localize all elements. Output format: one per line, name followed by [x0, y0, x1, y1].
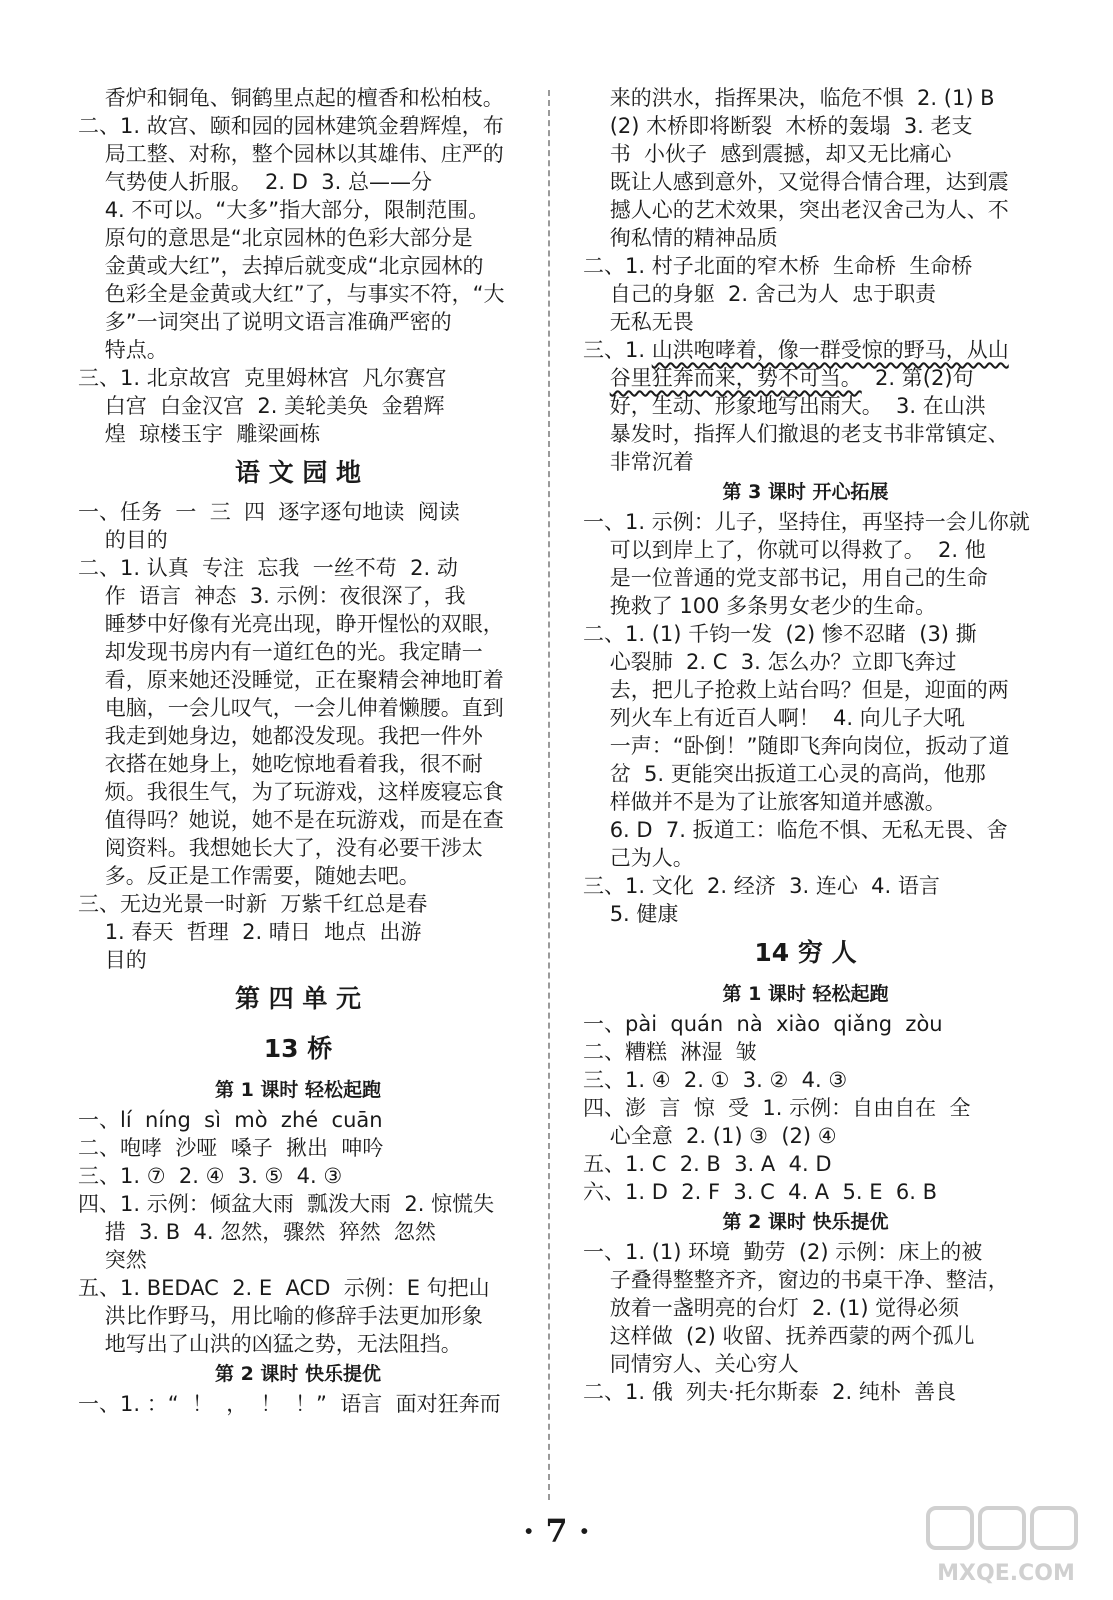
lesson-subtitle: 第 2 课时 快乐提优 — [722, 1211, 889, 1233]
answer-line: 值得吗？她说，她不是在玩游戏，而是在查 — [78, 808, 504, 832]
answer-line: 一、任务 一 三 四 逐字逐句地读 阅读 — [78, 500, 460, 524]
answer-line: 局工整、对称，整个园林以其雄伟、庄严的 — [78, 142, 504, 166]
answer-line: 突然 — [78, 1248, 147, 1272]
section-title: 语 文 园 地 — [234, 458, 362, 487]
answer-line: 这样做 (2) 收留、抚养西蒙的两个孤儿 — [583, 1324, 975, 1348]
answer-line: 心全意 2. (1) ③ (2) ④ — [583, 1124, 837, 1148]
answer-line: 四、澎 言 惊 受 1. 示例：自由自在 全 — [583, 1096, 971, 1120]
answer-line: 电脑，一会儿叹气，一会儿伸着懒腰。直到 — [78, 696, 504, 720]
answer-line: 特点。 — [78, 338, 168, 362]
answer-suffix: 2. 第(2)句 — [861, 366, 974, 390]
section-title: 14 穷 人 — [754, 938, 857, 967]
answer-line: 列火车上有近百人啊！ 4. 向儿子大吼 — [583, 706, 965, 730]
page-number: · 7 · — [523, 1512, 590, 1550]
wavy-underlined-text: 谷里狂奔而来，势不可当。 — [609, 366, 862, 390]
answer-line: 同情穷人、关心穷人 — [583, 1352, 799, 1376]
svg-text:MXQE.COM: MXQE.COM — [937, 1561, 1075, 1586]
answer-line: 作 语言 神态 3. 示例：夜很深了，我 — [78, 584, 466, 608]
answer-line: 四、1. 示例：倾盆大雨 瓢泼大雨 2. 惊慌失 — [78, 1192, 495, 1216]
answer-line: 三、1. ④ 2. ① 3. ② 4. ③ — [583, 1068, 848, 1092]
answer-line: 三、1. 北京故宫 克里姆林宫 凡尔赛宫 — [78, 366, 447, 390]
wavy-underlined-text: 山洪咆哮着，像一群受惊的野马，从山 — [651, 338, 1009, 362]
answer-line-underlined — [583, 336, 1028, 364]
answer-line: 好，生动、形象地写出雨大。 3. 在山洪 — [583, 394, 986, 418]
answer-line: (2) 木桥即将断裂 木桥的轰塌 3. 老支 — [583, 114, 973, 138]
lesson-subtitle: 第 2 课时 快乐提优 — [214, 1363, 382, 1385]
answer-line: 白宫 白金汉宫 2. 美轮美奂 金碧辉 — [78, 394, 445, 418]
answer-line: 衣搭在她身上，她吃惊地看着我，很不耐 — [78, 752, 483, 776]
answer-line: 去，把儿子抢救上站台吗？但是，迎面的两 — [583, 678, 1009, 702]
answer-line: 三、无边光景一时新 万紫千红总是春 — [78, 892, 428, 916]
answer-line: 多。反正是工作需要，随她去吧。 — [78, 864, 420, 888]
answer-line: 挽救了 100 多条男女老少的生命。 — [583, 594, 937, 618]
answer-line: 子叠得整整齐齐，窗边的书桌干净、整洁， — [583, 1268, 1009, 1292]
answer-line: 气势使人折服。 2. D 3. 总——分 — [78, 170, 432, 194]
answer-line: 阅资料。我想她长大了，没有必要干涉太 — [78, 836, 483, 860]
answer-line: 却发现书房内有一道红色的光。我定睛一 — [78, 640, 483, 664]
answer-line: 二、1. (1) 千钧一发 (2) 惨不忍睹 (3) 撕 — [583, 622, 977, 646]
lesson-subtitle: 第 1 课时 轻松起跑 — [214, 1079, 382, 1101]
answer-line: 是一位普通的党支部书记，用自己的生命 — [583, 566, 988, 590]
answer-line: 煌 琼楼玉宇 雕梁画栋 — [78, 422, 321, 446]
answer-line: 二、1. 村子北面的窄木桥 生命桥 生命桥 — [583, 254, 973, 278]
answer-line: 二、咆哮 沙哑 嗓子 揪出 呻吟 — [78, 1136, 384, 1160]
answer-line: 书 小伙子 感到震撼，却又无比痛心 — [583, 142, 952, 166]
answer-line: 三、1. ⑦ 2. ④ 3. ⑤ 4. ③ — [78, 1164, 343, 1188]
answer-line: 岔 5. 更能突出扳道工心灵的高尚，他那 — [583, 762, 986, 786]
answer-line: 撼人心的艺术效果，突出老汉舍己为人、不 — [583, 198, 1009, 222]
lesson-subtitle: 第 1 课时 轻松起跑 — [722, 983, 889, 1005]
answer-prefix — [583, 366, 610, 390]
answer-line: 己为人。 — [583, 846, 694, 870]
answer-line: 非常沉着 — [583, 450, 694, 474]
answer-line: 二、1. 俄 列夫·托尔斯泰 2. 纯朴 善良 — [583, 1380, 957, 1404]
answer-line: 多”一词突出了说明文语言准确严密的 — [78, 310, 452, 334]
answer-line: 6. D 7. 扳道工：临危不惧、无私无畏、舍 — [583, 818, 1008, 842]
answer-line: 香炉和铜龟、铜鹤里点起的檀香和松柏枝。 — [78, 86, 504, 110]
answer-line: 一、lí níng sì mò zhé cuān — [78, 1108, 383, 1132]
answer-line: 措 3. B 4. 忽然，骤然 猝然 忽然 — [78, 1220, 436, 1244]
left-column — [78, 84, 518, 1418]
section-title: 第 四 单 元 — [234, 984, 362, 1013]
answer-line: 金黄或大红”，去掉后就变成“北京园林的 — [78, 254, 484, 278]
answer-line: 原句的意思是“北京园林的色彩大部分是 — [78, 226, 473, 250]
section-title: 13 桥 — [263, 1034, 333, 1063]
answer-line: 暴发时，指挥人们撤退的老支书非常镇定、 — [583, 422, 1009, 446]
answer-line: 烦。我很生气，为了玩游戏，这样废寝忘食 — [78, 780, 504, 804]
answer-line: 来的洪水，指挥果决，临危不惧 2. (1) B — [583, 86, 995, 110]
answer-line-underlined — [583, 364, 1028, 392]
answer-line: 一、1. 示例：儿子，坚持住，再坚持一会儿你就 — [583, 510, 1030, 534]
answer-line: 睡梦中好像有光亮出现，睁开惺忪的双眼， — [78, 612, 504, 636]
answer-line: 色彩全是金黄或大红”了，与事实不符，“大 — [78, 282, 505, 306]
answer-line: 一、1. ：“ ！ ， ！ ！” 语言 面对狂奔而 — [78, 1392, 501, 1416]
answer-line: 二、糟糕 淋湿 皱 — [583, 1040, 757, 1064]
answer-line: 1. 春天 哲理 2. 晴日 地点 出游 — [78, 920, 422, 944]
answer-line: 洪比作野马，用比喻的修辞手法更加形象 — [78, 1304, 483, 1328]
watermark-logo — [918, 1502, 1098, 1592]
right-column — [583, 84, 1028, 1406]
answer-line: 样做并不是为了让旅客知道并感激。 — [583, 790, 946, 814]
answer-line: 可以到岸上了，你就可以得救了。 2. 他 — [583, 538, 986, 562]
answer-line: 既让人感到意外，又觉得合情合理，达到震 — [583, 170, 1009, 194]
answer-line: 五、1. C 2. B 3. A 4. D — [583, 1152, 832, 1176]
lesson-subtitle: 第 3 课时 开心拓展 — [722, 481, 889, 503]
answer-line: 目的 — [78, 948, 147, 972]
answer-line: 一、1. (1) 环境 勤劳 (2) 示例：床上的被 — [583, 1240, 983, 1264]
answer-line: 放着一盏明亮的台灯 2. (1) 觉得必须 — [583, 1296, 960, 1320]
answer-line: 一、pài quán nà xiào qiǎng zòu — [583, 1012, 943, 1036]
answer-line: 自己的身躯 2. 舍己为人 忠于职责 — [583, 282, 937, 306]
answer-line: 无私无畏 — [583, 310, 694, 334]
answer-line: 4. 不可以。“大多”指大部分，限制范围。 — [78, 198, 490, 222]
answer-prefix: 三、1. — [583, 338, 652, 362]
answer-line: 5. 健康 — [583, 902, 679, 926]
answer-line: 我走到她身边，她都没发现。我把一件外 — [78, 724, 483, 748]
answer-line: 心裂肺 2. C 3. 怎么办？立即飞奔过 — [583, 650, 957, 674]
answer-line: 一声：“卧倒！”随即飞奔向岗位，扳动了道 — [583, 734, 1010, 758]
answer-line: 地写出了山洪的凶猛之势，无法阻挡。 — [78, 1332, 462, 1356]
answer-line: 五、1. BEDAC 2. E ACD 示例：E 句把山 — [78, 1276, 490, 1300]
answer-line: 二、1. 故宫、颐和园的园林建筑金碧辉煌，布 — [78, 114, 504, 138]
answer-line: 二、1. 认真 专注 忘我 一丝不苟 2. 动 — [78, 556, 458, 580]
answer-line: 三、1. 文化 2. 经济 3. 连心 4. 语言 — [583, 874, 940, 898]
column-divider — [548, 90, 550, 1500]
answer-line: 看，原来她还没睡觉，正在聚精会神地盯着 — [78, 668, 504, 692]
answer-line: 的目的 — [78, 528, 168, 552]
answer-line: 六、1. D 2. F 3. C 4. A 5. E 6. B — [583, 1180, 937, 1204]
answer-line: 徇私情的精神品质 — [583, 226, 778, 250]
